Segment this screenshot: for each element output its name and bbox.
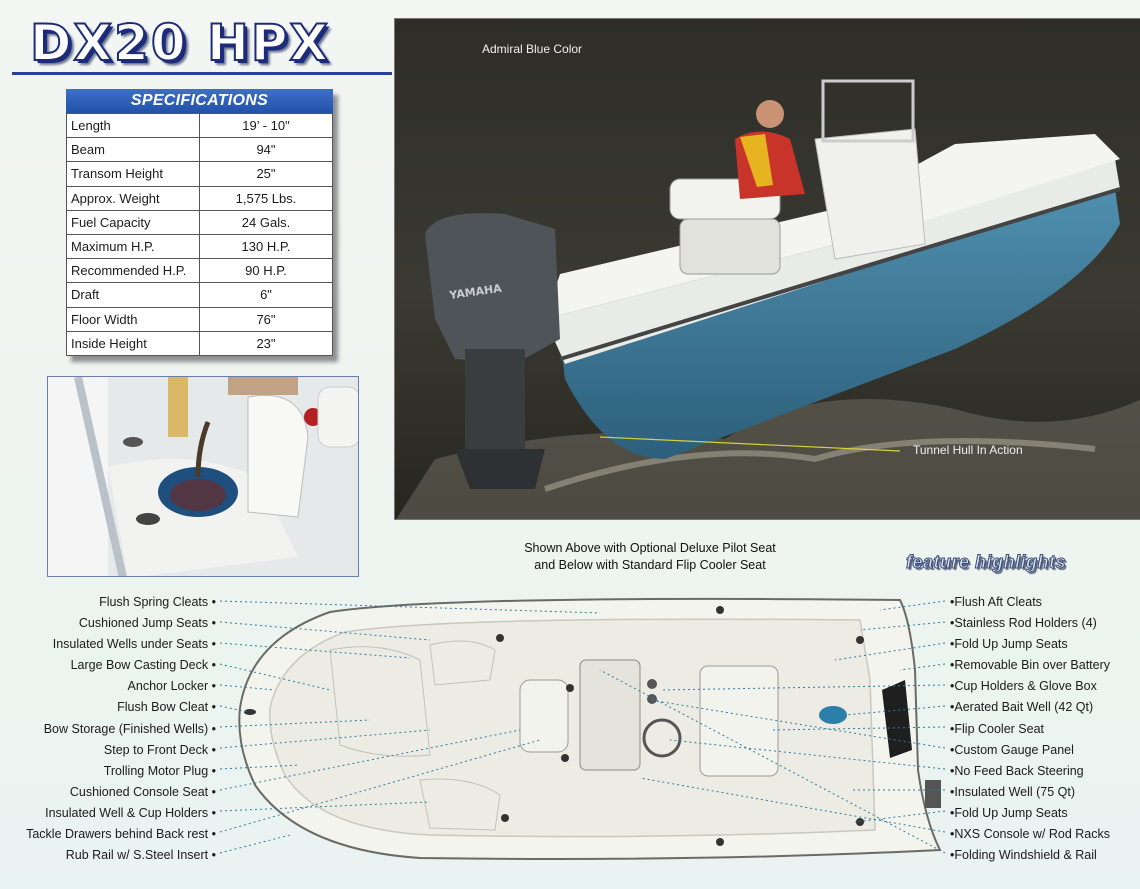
right-feature-list [950, 592, 1140, 866]
spec-row [67, 234, 333, 258]
spec-label: Floor Width [67, 307, 200, 331]
spec-row [67, 138, 333, 162]
svg-text:YAMAHA: YAMAHA [448, 281, 503, 302]
spec-value: 25" [200, 162, 333, 186]
spec-value: 1,575 Lbs. [200, 186, 333, 210]
caption-line-2: and Below with Standard Flip Cooler Seat [534, 558, 766, 572]
spec-value: 76" [200, 307, 333, 331]
feature-item: Bow Storage (Finished Wells) • [0, 719, 216, 740]
spec-label: Draft [67, 283, 200, 307]
spec-value: 130 H.P. [200, 234, 333, 258]
specifications-heading: SPECIFICATIONS [66, 89, 333, 113]
spec-value: 19’ - 10" [200, 114, 333, 138]
feature-item: • Stainless Rod Holders (4) [950, 613, 1140, 634]
hull-label: Tunnel Hull In Action [913, 443, 1023, 457]
console-seat [520, 680, 568, 752]
spec-value: 94" [200, 138, 333, 162]
feature-item: • Removable Bin over Battery [950, 655, 1140, 676]
spec-row [67, 162, 333, 186]
page-title: DX20 HPX [30, 14, 331, 72]
feature-item: • NXS Console w/ Rod Racks [950, 824, 1140, 845]
spec-row [67, 114, 333, 138]
feature-item: • Flip Cooler Seat [950, 719, 1140, 740]
spec-row [67, 210, 333, 234]
feature-item: Cushioned Console Seat • [0, 782, 216, 803]
boat-action-photo [394, 18, 1140, 520]
spec-row [67, 283, 333, 307]
spec-label: Recommended H.P. [67, 259, 200, 283]
feature-item: Flush Bow Cleat • [0, 697, 216, 718]
spec-value: 24 Gals. [200, 210, 333, 234]
insulated-well-photo [47, 376, 359, 577]
feature-item: • Custom Gauge Panel [950, 740, 1140, 761]
spec-label: Inside Height [67, 331, 200, 355]
feature-highlights-heading: feature highlights [906, 552, 1067, 572]
feature-item: • Folding Windshield & Rail [950, 845, 1140, 866]
spec-row [67, 307, 333, 331]
feature-item: Step to Front Deck • [0, 740, 216, 761]
bait-well [819, 706, 847, 724]
feature-item: Insulated Wells under Seats • [0, 634, 216, 655]
spec-row [67, 259, 333, 283]
feature-item: Anchor Locker • [0, 676, 216, 697]
photo-caption [440, 540, 860, 574]
spec-label: Fuel Capacity [67, 210, 200, 234]
feature-item: Large Bow Casting Deck • [0, 655, 216, 676]
spec-row [67, 186, 333, 210]
spec-value: 6" [200, 283, 333, 307]
spec-value: 23" [200, 331, 333, 355]
flip-cooler-seat [700, 666, 778, 776]
spec-value: 90 H.P. [200, 259, 333, 283]
center-console [580, 660, 640, 770]
feature-item: Cushioned Jump Seats • [0, 613, 216, 634]
feature-item: Rub Rail w/ S.Steel Insert • [0, 845, 216, 866]
feature-item: Tackle Drawers behind Back rest • [0, 824, 216, 845]
specifications-table [66, 89, 333, 356]
feature-item: • Flush Aft Cleats [950, 592, 1140, 613]
spec-row [67, 331, 333, 355]
feature-item: • Insulated Well (75 Qt) [950, 782, 1140, 803]
spec-label: Length [67, 114, 200, 138]
feature-item: • No Feed Back Steering [950, 761, 1140, 782]
inset-photo-illustration [48, 377, 359, 577]
feature-item: • Fold Up Jump Seats [950, 634, 1140, 655]
left-feature-list [0, 592, 216, 866]
feature-item: Flush Spring Cleats • [0, 592, 216, 613]
boat-photo-illustration [395, 19, 1140, 520]
feature-item: Trolling Motor Plug • [0, 761, 216, 782]
spec-label: Approx. Weight [67, 186, 200, 210]
spec-label: Transom Height [67, 162, 200, 186]
spec-rows [66, 113, 333, 356]
spec-label: Maximum H.P. [67, 234, 200, 258]
spec-label: Beam [67, 138, 200, 162]
feature-item: • Aerated Bait Well (42 Qt) [950, 697, 1140, 718]
feature-item: • Cup Holders & Glove Box [950, 676, 1140, 697]
title-underline [12, 72, 392, 75]
caption-line-1: Shown Above with Optional Deluxe Pilot Seat [524, 541, 776, 555]
feature-item: Insulated Well & Cup Holders • [0, 803, 216, 824]
color-label: Admiral Blue Color [482, 42, 583, 56]
feature-item: • Fold Up Jump Seats [950, 803, 1140, 824]
